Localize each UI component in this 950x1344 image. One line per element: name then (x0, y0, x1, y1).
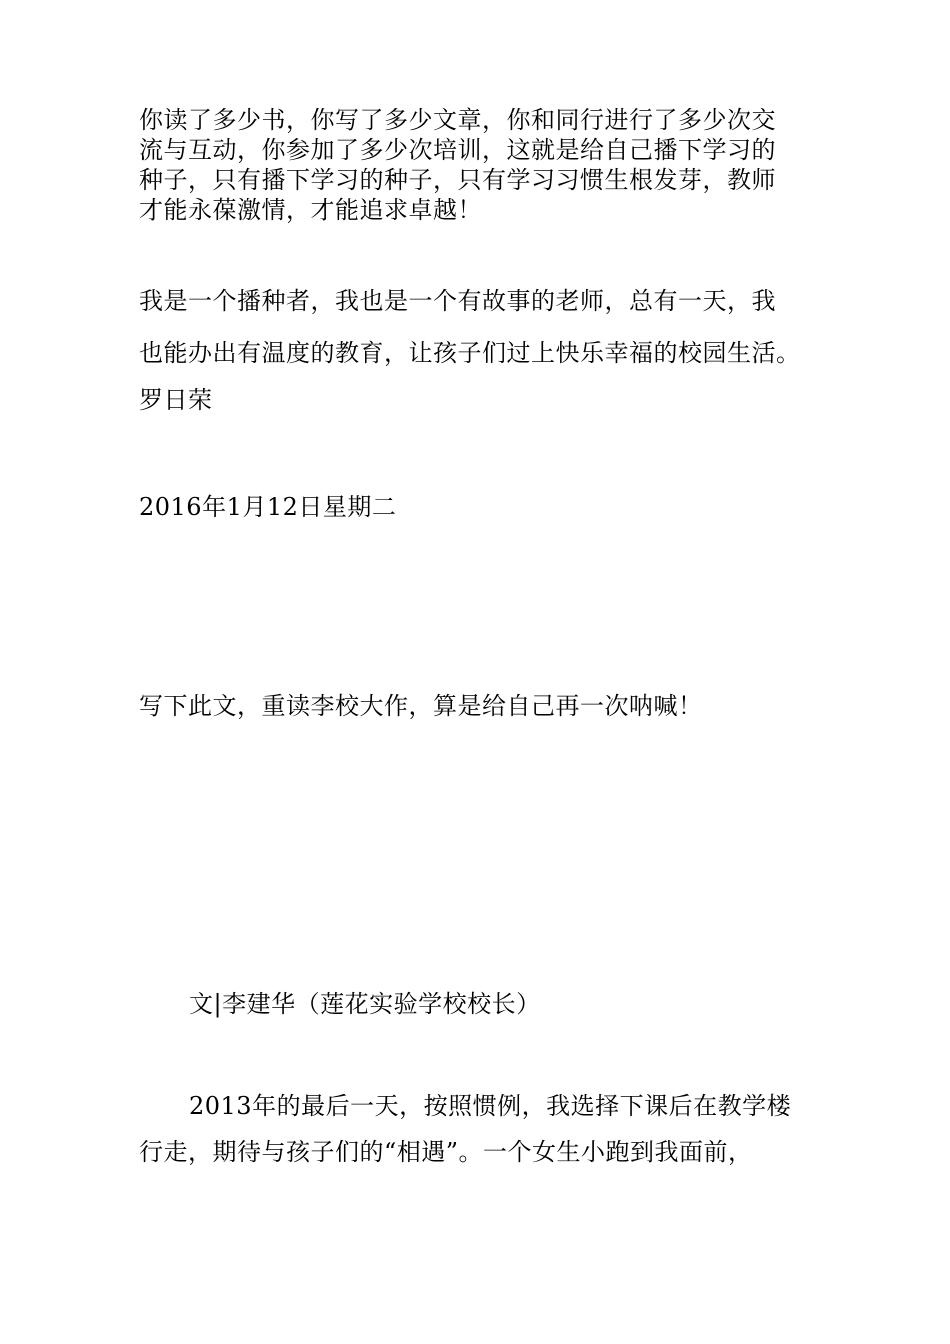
paragraph-line: 我是一个播种者，我也是一个有故事的老师，总有一天，我 (139, 287, 776, 315)
date-line: 2016年1月12日星期二 (139, 493, 397, 521)
paragraph-line: 你读了多少书，你写了多少文章，你和同行进行了多少次交 (139, 106, 776, 134)
paragraph-line: 行走，期待与孩子们的“相遇”。一个女生小跑到我面前， (139, 1138, 753, 1166)
paragraph-line: 也能办出有温度的教育，让孩子们过上快乐幸福的校园生活。 (139, 339, 801, 367)
byline: 文|李建华（莲花实验学校校长） (189, 990, 541, 1018)
paragraph-line: 流与互动，你参加了多少次培训，这就是给自己播下学习的 (139, 136, 776, 164)
closing-line: 写下此文，重读李校大作，算是给自己再一次呐喊！ (139, 692, 703, 720)
paragraph-line: 才能永葆激情，才能追求卓越！ (139, 196, 482, 224)
paragraph-line: 种子，只有播下学习的种子，只有学习习惯生根发芽，教师 (139, 166, 776, 194)
paragraph-line: 2013年的最后一天，按照惯例，我选择下课后在教学楼 (189, 1092, 792, 1120)
author-name: 罗日荣 (139, 386, 213, 414)
